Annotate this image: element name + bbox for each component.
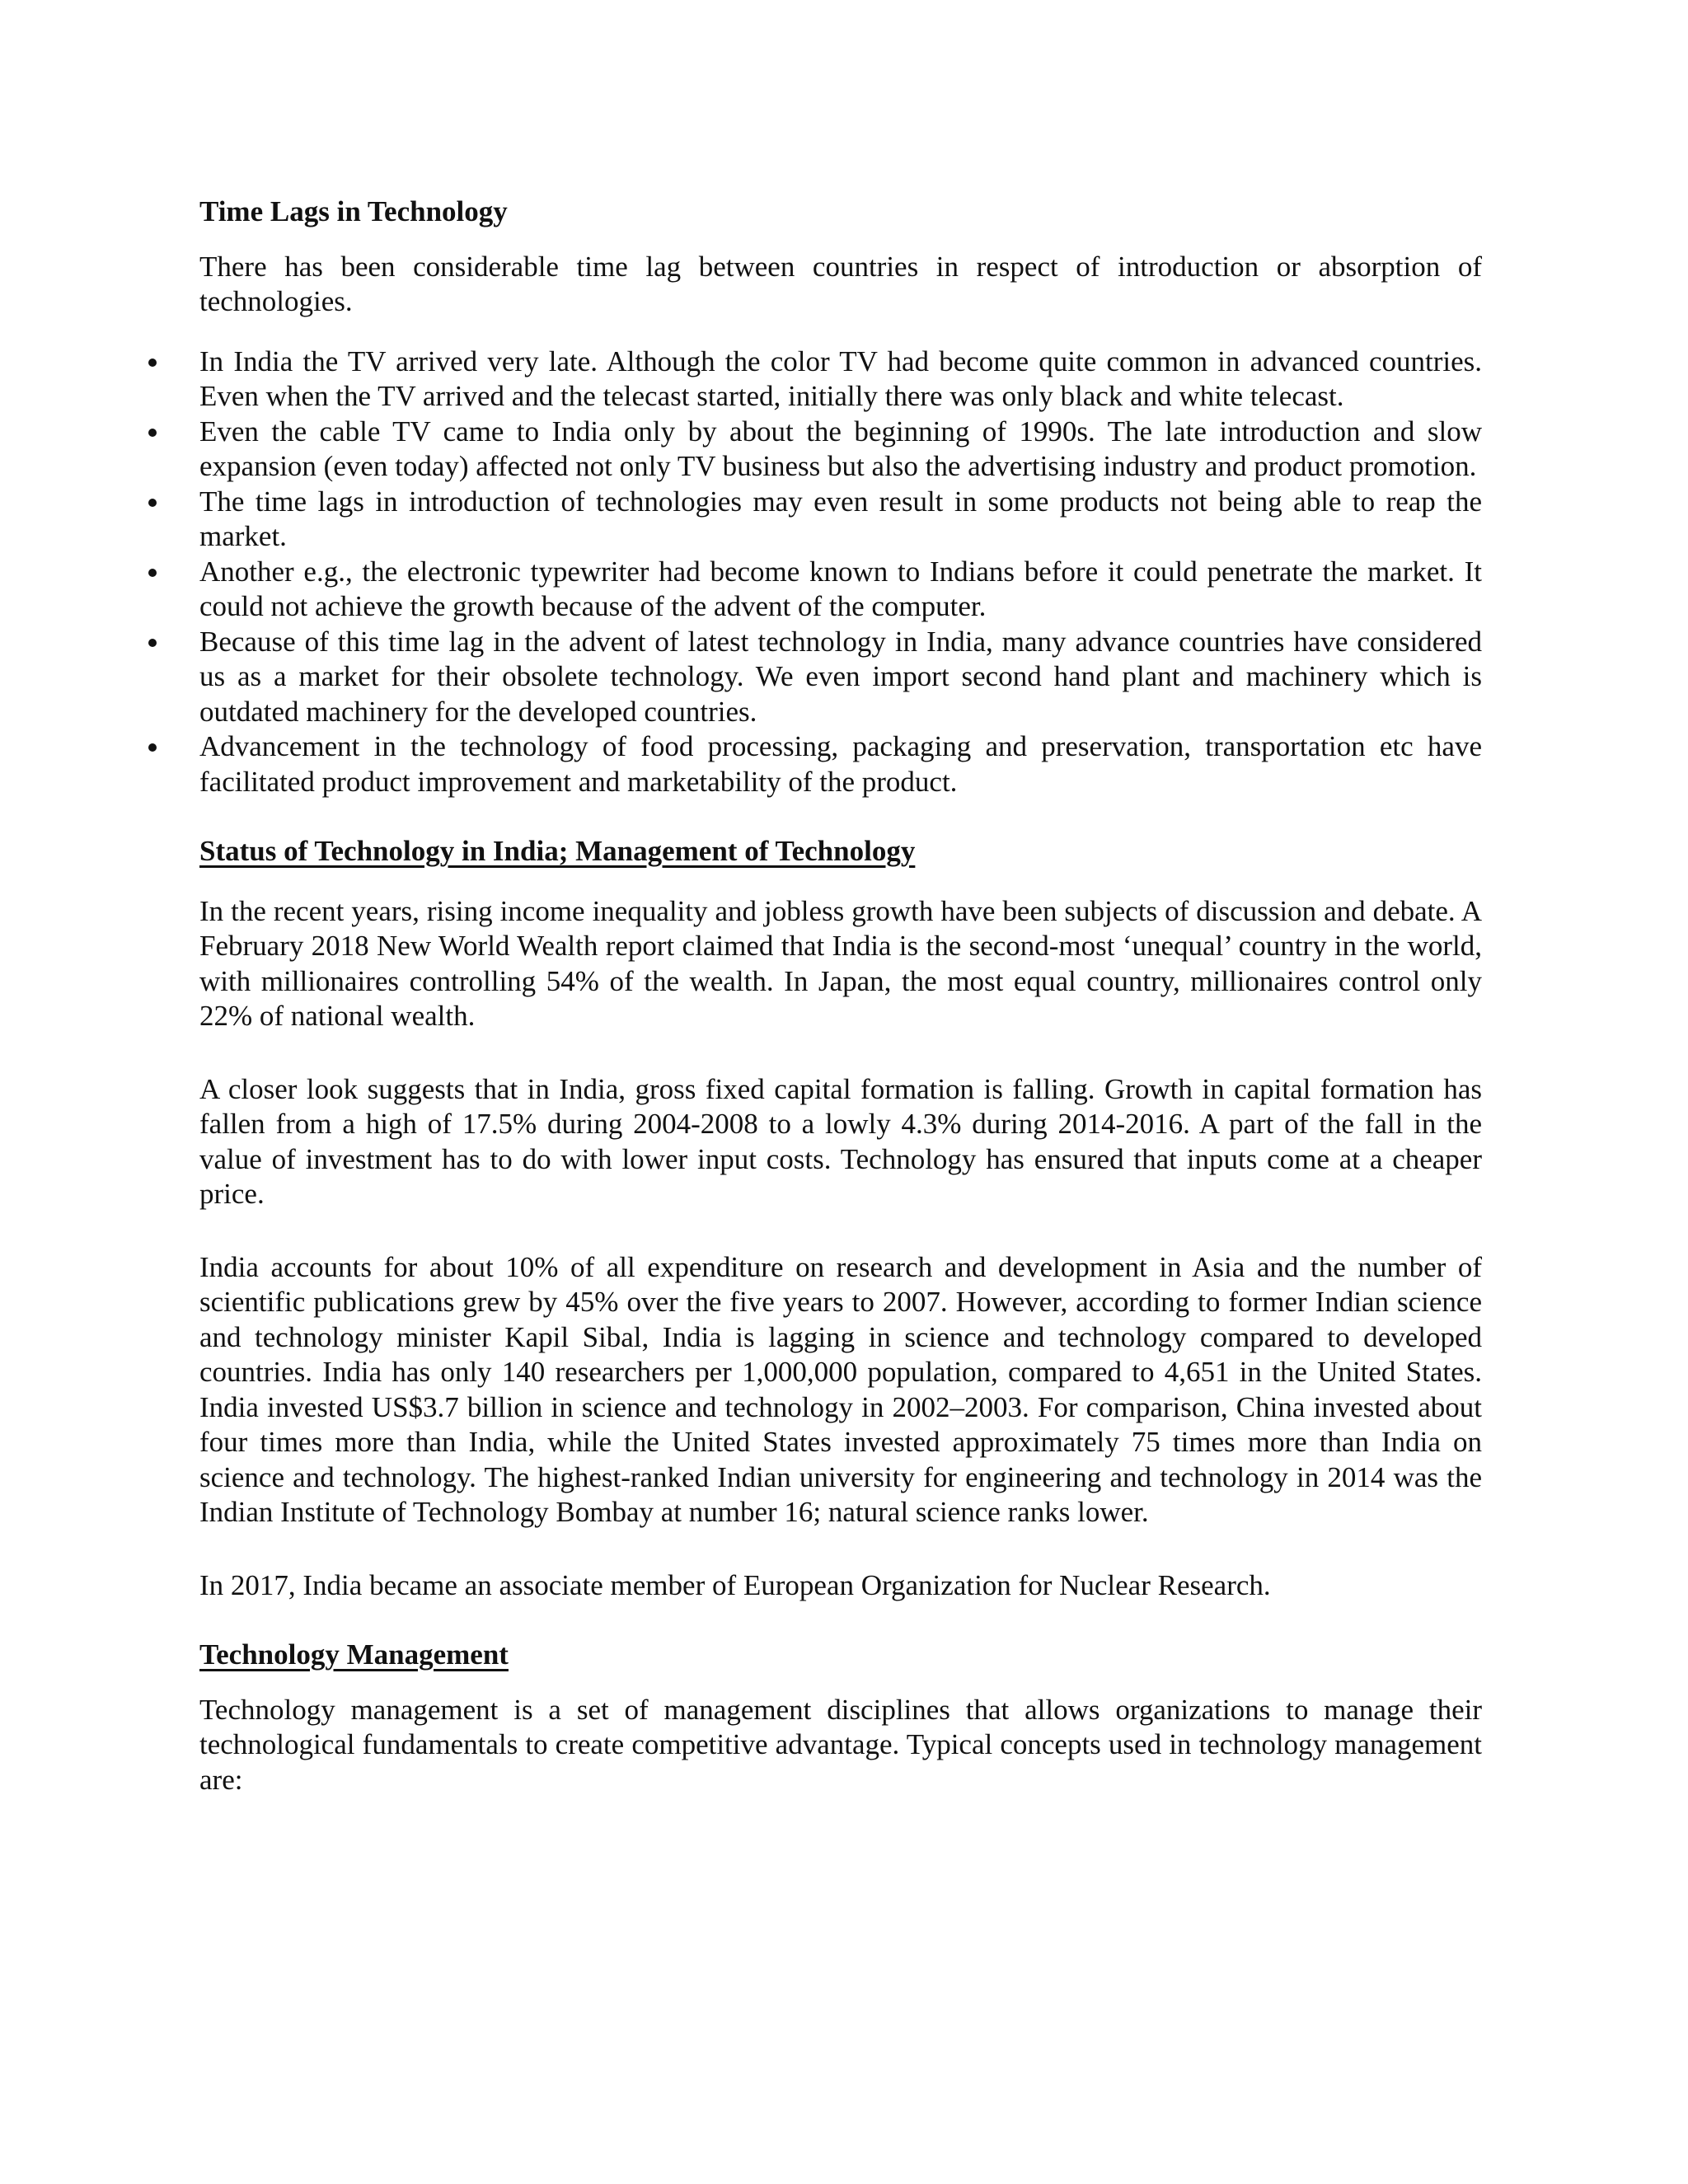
document-page <box>199 194 1482 1797</box>
bullet-icon <box>148 499 157 507</box>
status-paragraph-2: A closer look suggests that in India, gross fixed capital formation is falling. Growth in capital formation has fallen from a high of 17.5% during 2004-2008 to a lowly 4.3% during 2014-2016. A part of the fall in the value of investment has to do with lower input costs. Technology has ensured that inputs come at a cheaper price. <box>199 1072 1482 1210</box>
status-paragraph-4: In 2017, India became an associate member of European Organization for Nuclear Research. <box>199 1568 1271 1601</box>
status-paragraph-1: In the recent years, rising income inequality and jobless growth have been subjects of discussion and debate. A February 2018 New World Wealth report claimed that India is the second-most ‘unequal’ country in the world, with millionaires controlling 54% of the wealth. In Japan, the most equal country, millionaires control only 22% of national wealth. <box>199 894 1482 1032</box>
status-paragraph-3: India accounts for about 10% of all expenditure on research and development in Asia and the number of scientific publications grew by 45% over the five years to 2007. However, according to former Indian science and technology minister Kapil Sibal, India is lagging in science and technology compared to developed countries. India has only 140 researchers per 1,000,000 population, compared to 4,651 in the United States. India invested US$3.7 billion in science and technology in 2002–2003. For comparison, China invested about four times more than India, while the United States invested approximately 75 times more than India on science and technology. The highest-ranked Indian university for engineering and technology in 2014 was the Indian Institute of Technology Bombay at number 16; natural science ranks lower. <box>199 1250 1482 1528</box>
bullet-text: Even the cable TV came to India only by about the beginning of 1990s. The late introduction and slow expansion (even today) affected not only TV business but also the advertising industry and product promotion. <box>199 415 1482 482</box>
bullet-icon <box>148 639 157 647</box>
list-item <box>199 625 1482 730</box>
bullet-icon <box>148 359 157 367</box>
technology-management-paragraph: Technology management is a set of management disciplines that allows organizations to manage their technological fundamentals to create competitive advantage. Typical concepts used in technology management are: <box>199 1693 1482 1796</box>
bullet-icon <box>148 429 157 437</box>
section-heading-time-lags: Time Lags in Technology <box>199 195 508 227</box>
bullet-text: Another e.g., the electronic typewriter had become known to Indians before it could penetrate the market. It could not achieve the growth because of the advent of the computer. <box>199 555 1482 622</box>
bullet-text: In India the TV arrived very late. Although the color TV had become quite common in advanced countries. Even when the TV arrived and the telecast started, initially there was only black and white telecast. <box>199 344 1482 412</box>
list-item <box>199 344 1482 415</box>
list-item <box>199 729 1482 799</box>
list-item <box>199 555 1482 625</box>
section-heading-technology-management: Technology Management <box>199 1638 509 1671</box>
list-item <box>199 485 1482 555</box>
list-item <box>199 415 1482 485</box>
bullet-icon <box>148 569 157 577</box>
bullet-text: The time lags in introduction of technologies may even result in some products not being able to reap the market. <box>199 485 1482 552</box>
bullet-icon <box>148 743 157 752</box>
section-heading-status: Status of Technology in India; Management of Technology <box>199 835 916 867</box>
bullet-text: Because of this time lag in the advent of latest technology in India, many advance countries have considered us as a market for their obsolete technology. We even import second hand plant and machinery which is outdated machinery for the developed countries. <box>199 625 1482 728</box>
bullet-text: Advancement in the technology of food processing, packaging and preservation, transportation etc have facilitated product improvement and marketability of the product. <box>199 730 1482 798</box>
time-lags-bullet-list <box>199 344 1482 800</box>
time-lags-intro: There has been considerable time lag between countries in respect of introduction or absorption of technologies. <box>199 250 1482 317</box>
